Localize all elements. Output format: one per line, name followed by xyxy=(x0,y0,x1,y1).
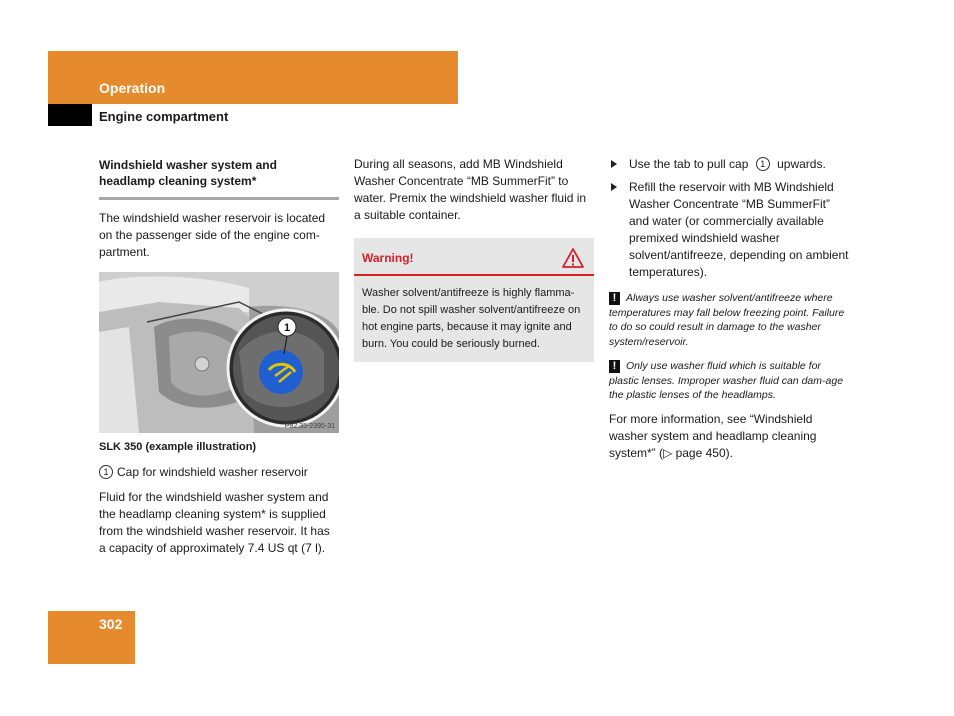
step1-text-end: upwards. xyxy=(777,157,826,171)
instruction-list xyxy=(609,156,849,281)
section-heading-line1: Windshield washer system and xyxy=(99,158,277,172)
engine-photo xyxy=(99,272,339,433)
section-heading-line2: headlamp cleaning system* xyxy=(99,174,257,188)
legend-number: 1 xyxy=(99,465,113,479)
body-paragraph: Fluid for the windshield washer system and the headlamp cleaning system* is supplied from the windshield washer reservoir. It has a capacity of approximately 7.4 US qt (7 l). xyxy=(99,490,330,555)
caution-note xyxy=(609,291,849,349)
warning-triangle-icon xyxy=(562,248,584,268)
step1-text: Use the tab to pull cap xyxy=(629,157,749,171)
bullet-arrow-icon xyxy=(611,160,617,168)
figure-caption: SLK 350 (example illustration) xyxy=(99,441,257,453)
caution-note-text: Only use washer fluid which is suitable for plastic lenses. Improper washer fluid can dam-age the plastic lenses of the headlamps. xyxy=(609,360,844,401)
legend-text: Cap for windshield washer reservoir xyxy=(117,465,308,479)
exclamation-icon: ! xyxy=(609,360,620,373)
instruction-step xyxy=(609,156,849,173)
season-paragraph: During all seasons, add MB Windshield Washer Concentrate “MB SummerFit” to water. Premix the windshield washer fluid in a suitable container. xyxy=(354,157,587,222)
intro-paragraph: The windshield washer reservoir is located on the passenger side of the engine com-partment. xyxy=(99,211,326,259)
warning-label: Warning! xyxy=(362,250,414,265)
instruction-step xyxy=(609,179,849,281)
caution-note-text: Always use washer solvent/antifreeze where temperatures may fall below freezing point. Failure to do so could result in damage to the washer system/reservoir. xyxy=(609,292,845,348)
heading-rule xyxy=(99,197,339,200)
subsection-title: Engine compartment xyxy=(99,109,229,124)
column-right xyxy=(609,156,849,462)
step1-number: 1 xyxy=(756,157,770,171)
header-bar xyxy=(48,51,458,104)
step2-text: Refill the reservoir with MB Windshield Washer Concentrate “MB SummerFit” and water (or commercially available premixed windshield washer solvent/antifreeze, depending on ambient temperatures). xyxy=(629,180,849,279)
figure-code: P82.35-2395-31 xyxy=(284,423,335,430)
warning-text: Washer solvent/antifreeze is highly flamma-ble. Do not spill washer solvent/antifreeze on hot engine parts, because it may ignite and burn. You could be seriously burned. xyxy=(362,287,581,350)
figure-callout: 1 xyxy=(283,322,291,334)
bullet-arrow-icon xyxy=(611,183,617,191)
engine-illustration xyxy=(99,272,339,433)
warning-header xyxy=(354,238,594,276)
page-number: 302 xyxy=(99,616,123,632)
more-info-paragraph: For more information, see “Windshield washer system and headlamp cleaning system*” (▷ page 450). xyxy=(609,411,817,460)
caution-note xyxy=(609,359,849,403)
column-middle xyxy=(354,156,594,362)
section-heading xyxy=(99,157,339,189)
warning-box xyxy=(354,238,594,362)
column-left xyxy=(99,157,339,557)
section-title: Operation xyxy=(99,80,166,96)
figure-legend xyxy=(99,464,339,481)
subsection-marker xyxy=(48,104,92,126)
exclamation-icon: ! xyxy=(609,292,620,305)
